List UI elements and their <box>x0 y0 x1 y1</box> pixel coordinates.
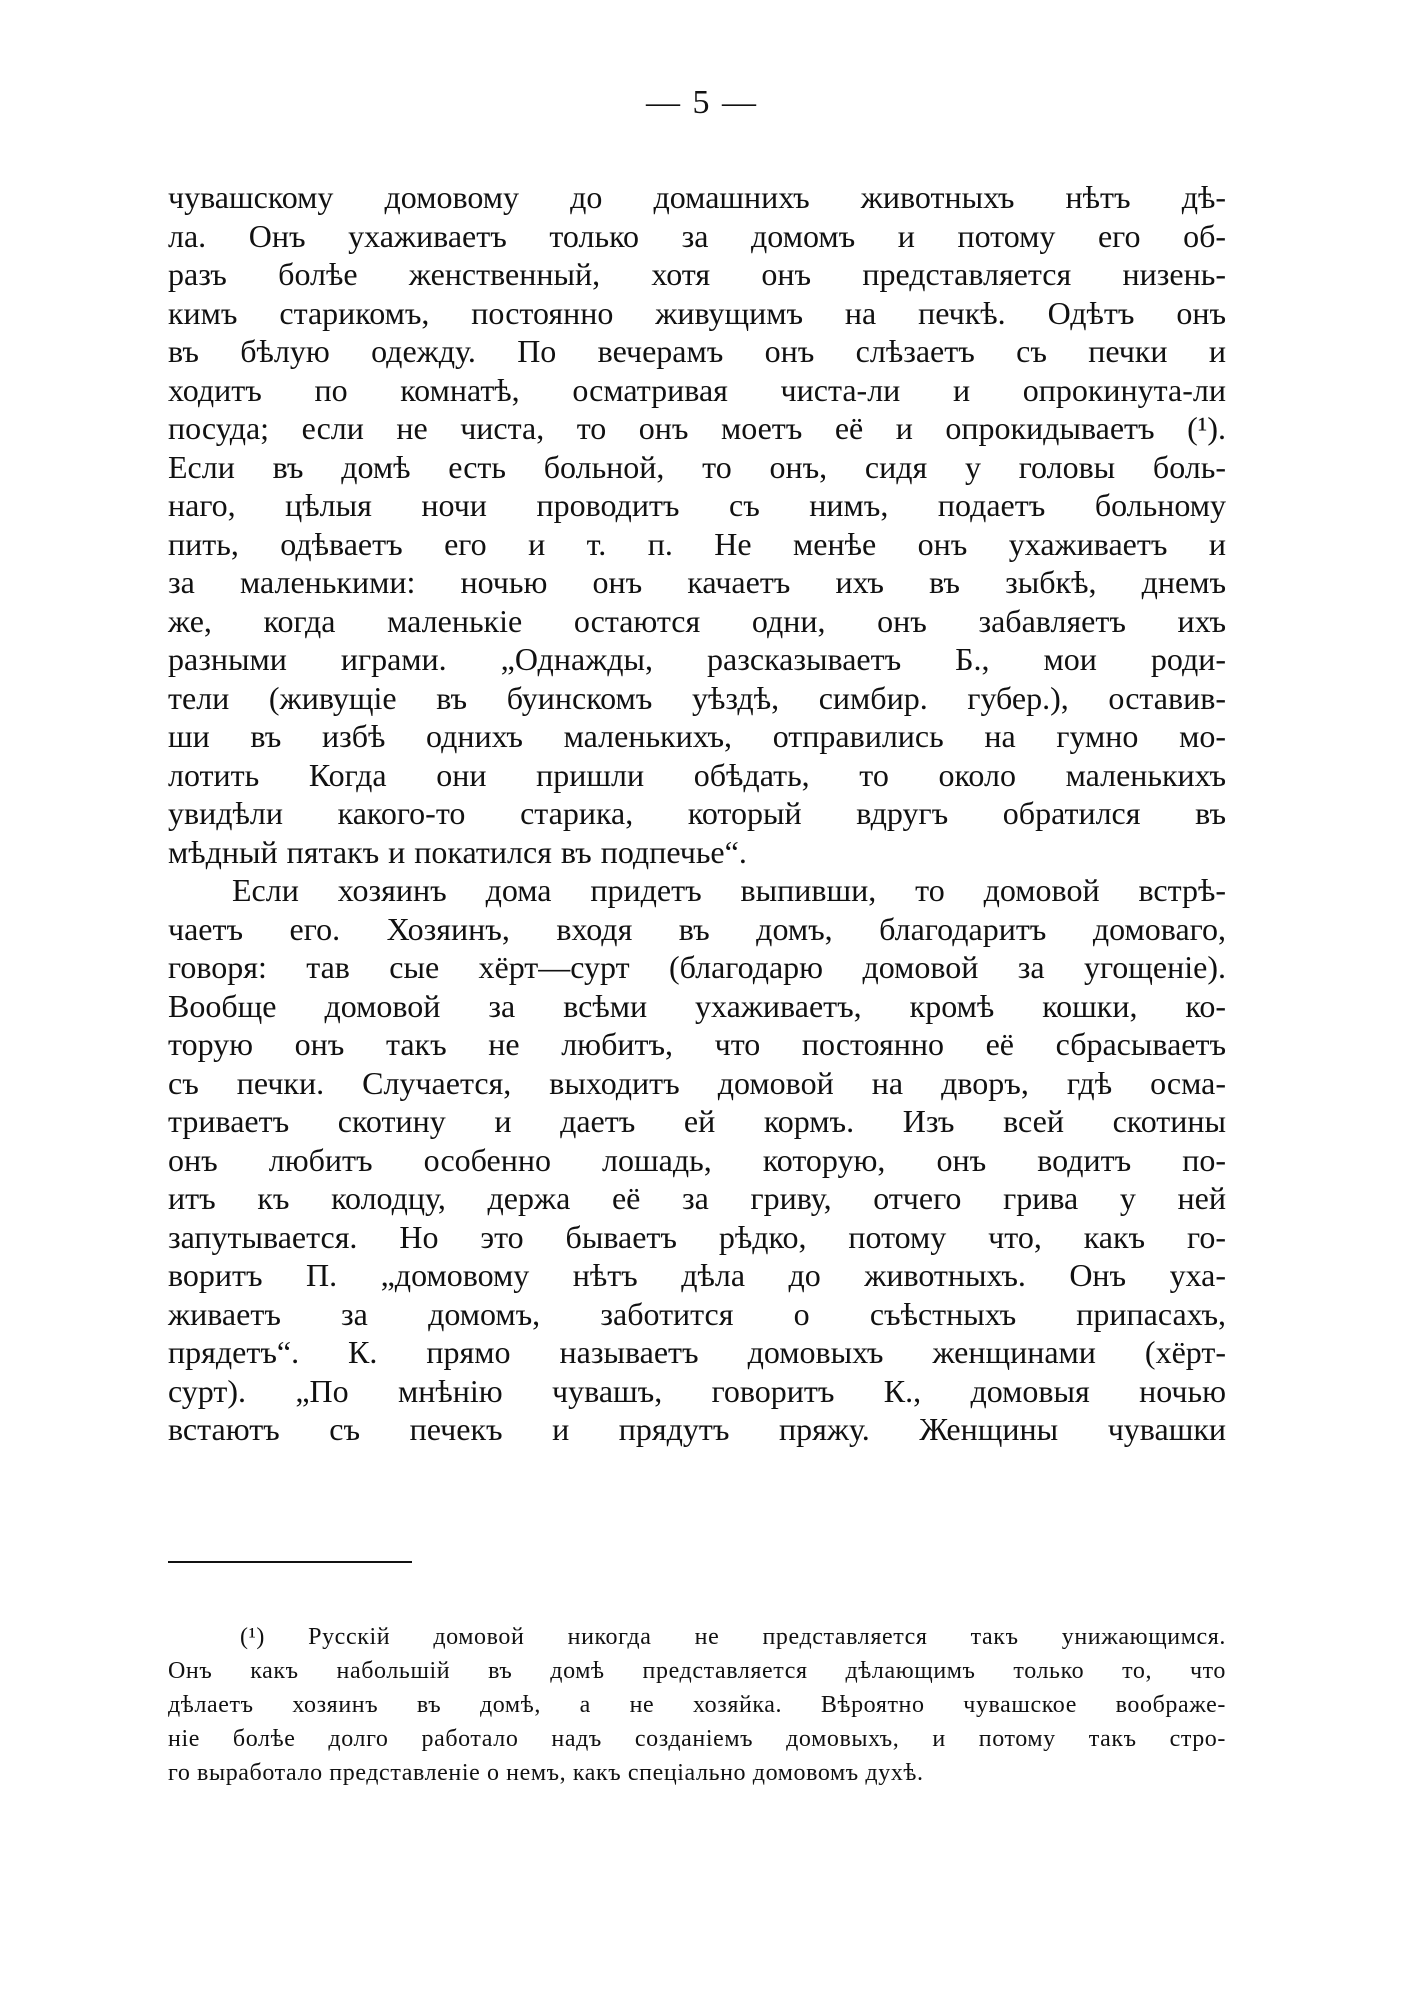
text-line: говоря: тав сые хёрт—сурт (благодарю домовой за угощеніе). <box>168 949 1226 985</box>
footnote-line: ніе болѣе долго работало надъ созданіемъ домовыхъ, и потому такъ стро- <box>168 1726 1226 1752</box>
text-line: наго, цѣлыя ночи проводитъ съ нимъ, подаетъ больному <box>168 487 1226 523</box>
text-line: пить, одѣваетъ его и т. п. Не менѣе онъ ухаживаетъ и <box>168 525 1226 562</box>
text-line: ла. Онъ ухаживаетъ только за домомъ и потому его об- <box>168 217 1226 254</box>
text-line: мѣдный пятакъ и покатился въ подпечье“. <box>168 833 747 870</box>
footnote-line: (¹) Русскій домовой никогда не представляется такъ унижающимся. <box>240 1624 1226 1650</box>
page-number: — 5 — <box>646 84 758 121</box>
text-line: же, когда маленькіе остаются одни, онъ забавляетъ ихъ <box>168 602 1226 639</box>
text-line: въ бѣлую одежду. По вечерамъ онъ слѣзаетъ съ печки и <box>168 333 1226 369</box>
text-line: ши въ избѣ однихъ маленькихъ, отправились на гумно мо- <box>168 718 1226 754</box>
text-line: торую онъ такъ не любитъ, что постоянно её сбрасываетъ <box>168 1026 1226 1062</box>
main-text <box>168 178 1226 1449</box>
footnote <box>168 1620 1226 1790</box>
footnote-line: Онъ какъ набольшій въ домѣ представляется дѣлающимъ только то, что <box>168 1658 1226 1684</box>
text-line: чаетъ его. Хозяинъ, входя въ домъ, благодаритъ домоваго, <box>168 910 1226 947</box>
text-line: за маленькими: ночью онъ качаетъ ихъ въ зыбкѣ, днемъ <box>168 564 1226 600</box>
text-line: тели (живущіе въ буинскомъ уѣздѣ, симбир. губер.), оставив- <box>168 679 1226 716</box>
text-line: воритъ П. „домовому нѣтъ дѣла до животныхъ. Онъ уха- <box>168 1257 1226 1293</box>
text-line: разъ болѣе женственный, хотя онъ представляется низень- <box>168 256 1226 292</box>
text-line: чувашскому домовому до домашнихъ животныхъ нѣтъ дѣ- <box>168 179 1226 215</box>
text-line: Вообще домовой за всѣми ухаживаетъ, кромѣ кошки, ко- <box>168 987 1226 1024</box>
text-line: съ печки. Случается, выходитъ домовой на дворъ, гдѣ осма- <box>168 1064 1226 1101</box>
text-line: кимъ старикомъ, постоянно живущимъ на печкѣ. Одѣтъ онъ <box>168 294 1226 331</box>
text-line: онъ любитъ особенно лошадь, которую, онъ водитъ по- <box>168 1141 1226 1178</box>
footnote-divider <box>168 1561 412 1563</box>
text-line: запутывается. Но это бываетъ рѣдко, потому что, какъ го- <box>168 1218 1226 1255</box>
text-line: сурт). „По мнѣнію чувашъ, говоритъ К., домовыя ночью <box>168 1372 1226 1409</box>
text-line: триваетъ скотину и даетъ ей кормъ. Изъ всей скотины <box>168 1103 1226 1139</box>
text-line: живаетъ за домомъ, заботится о съѣстныхъ припасахъ, <box>168 1295 1226 1332</box>
text-line: ходитъ по комнатѣ, осматривая чиста-ли и опрокинута-ли <box>168 371 1226 408</box>
text-line: посуда; если не чиста, то онъ моетъ её и опрокидываетъ (¹). <box>168 410 1226 446</box>
footnote-line: дѣлаетъ хозяинъ въ домѣ, а не хозяйка. Вѣроятно чувашское воображе- <box>168 1692 1226 1718</box>
text-line: встаютъ съ печекъ и прядутъ пряжу. Женщины чувашки <box>168 1411 1226 1447</box>
text-line: лотить Когда они пришли обѣдать, то около маленькихъ <box>168 756 1226 793</box>
text-line: итъ къ колодцу, держа её за гриву, отчего грива у ней <box>168 1180 1226 1216</box>
text-line: прядетъ“. К. прямо называетъ домовыхъ женщинами (хёрт- <box>168 1334 1226 1370</box>
text-line: увидѣли какого-то старика, который вдругъ обратился въ <box>168 795 1226 831</box>
footnote-line: го выработало представленіе о немъ, какъ спеціально домовомъ духѣ. <box>168 1760 924 1786</box>
text-line: разными играми. „Однажды, разсказываетъ Б., мои роди- <box>168 641 1226 677</box>
text-line: Если въ домѣ есть больной, то онъ, сидя у головы боль- <box>168 448 1226 485</box>
text-line: Если хозяинъ дома придетъ выпивши, то домовой встрѣ- <box>232 872 1226 908</box>
